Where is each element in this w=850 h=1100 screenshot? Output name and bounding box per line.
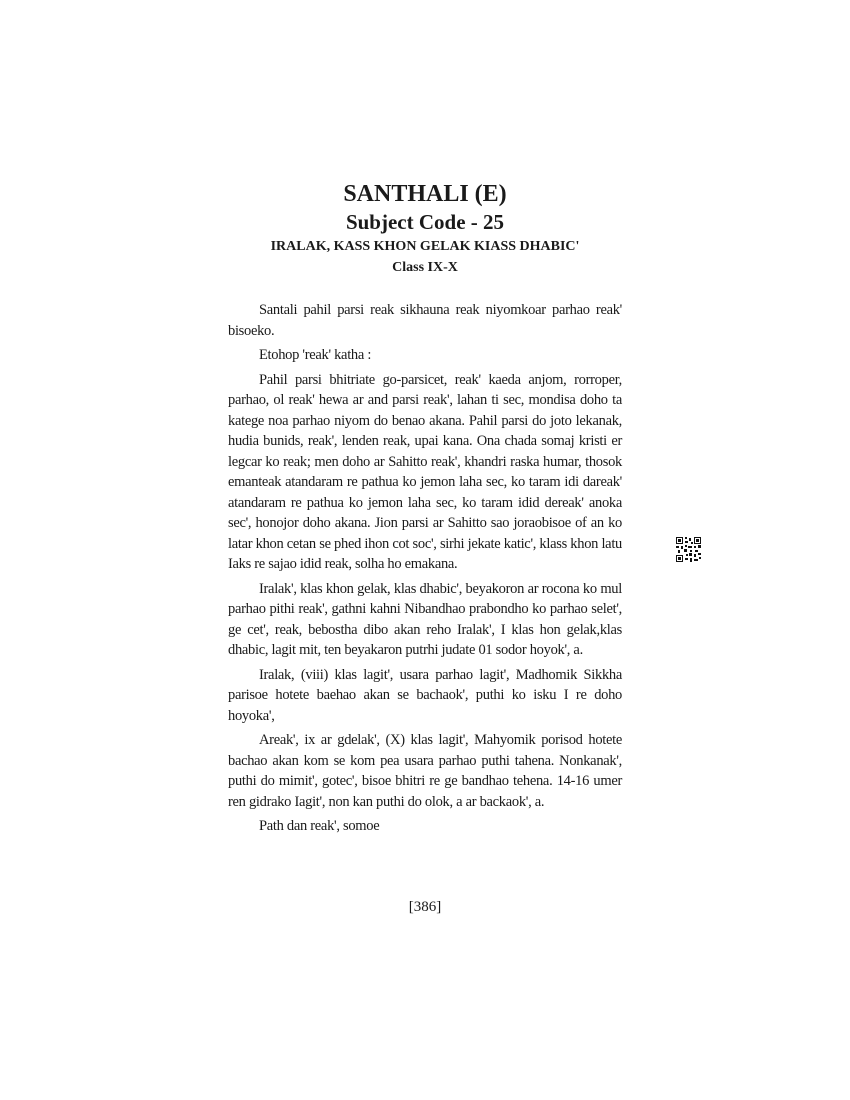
page-number: [386] [408, 899, 442, 915]
qr-code-icon [676, 537, 701, 562]
paragraph: Areak', ix ar gdelak', (X) klas lagit', Mahyomik porisod hotete bachao akan kom se kom pea usara parhao puthi tahena. Nonkanak', puthi do mimit', gotec', bisoe bhitri re ge bandhao tehena. 14-16 umer ren gidrako Iagit', non kan puthi do olok, a ar backaok', a. [228, 732, 622, 810]
paragraph: Iralak', klas khon gelak, klas dhabic', beyakoron ar rocona ko mul parhao pithi reak', gathni kahni Nibandhao prabondho ko parhao selet', ge cet', reak, bebostha dibo akan reho Iralak', I klas hon gelak,klas dhabic, lagit mit, ten beyakaron putrhi judate 01 sodor hoyok', a. [228, 580, 622, 658]
paragraph: Path dan reak', somoe [259, 818, 380, 834]
paragraph: Santali pahil parsi reak sikhauna reak niyomkoar parhao reak' bisoeko. [228, 302, 622, 339]
body-text [228, 300, 622, 841]
paragraph: Iralak, (viii) klas lagit', usara parhao lagit', Madhomik Sikkha parisoe hotete baehao akan se bachaok', puthi ko isku I re doho hoyoka', [228, 666, 622, 724]
paragraph: Etohop 'reak' katha : [259, 347, 372, 363]
class-label: Class IX-X [392, 260, 458, 275]
page-title: SANTHALI (E) [343, 181, 507, 207]
subject-code: Subject Code - 25 [345, 210, 505, 234]
paragraph: Pahil parsi bhitriate go-parsicet, reak' kaeda anjom, rorroper, parhao, ol reak' hewa ar and parsi reak', lahan ti sec, mondisa doho ta katege noa parhao niyom do benao akana. Pahil parsi do joto lekanak, hudia bunids, reak', lenden reak, upai kana. Ona chada somaj kristi er legcar ko reak; men doho ar Sahitto reak', khandri raska humar, thosok emanteak atandaram re pathua ko jemon laha sec, ko taram idi dareak' atandaram re pathua ko jemon laha sec, ko taram idid dereak' anoka sec', honojor doho akana. Jion parsi ar Sahitto sao joraobisoe of an ko latar khon cetan se phed ihon cot soc', sirhi jekate katic', klass khon latu Iaks re sajao idid reak, solha ho emakana. [228, 371, 622, 572]
page-subtitle: IRALAK, KASS KHON GELAK KIASS DHABIC' [270, 239, 580, 254]
